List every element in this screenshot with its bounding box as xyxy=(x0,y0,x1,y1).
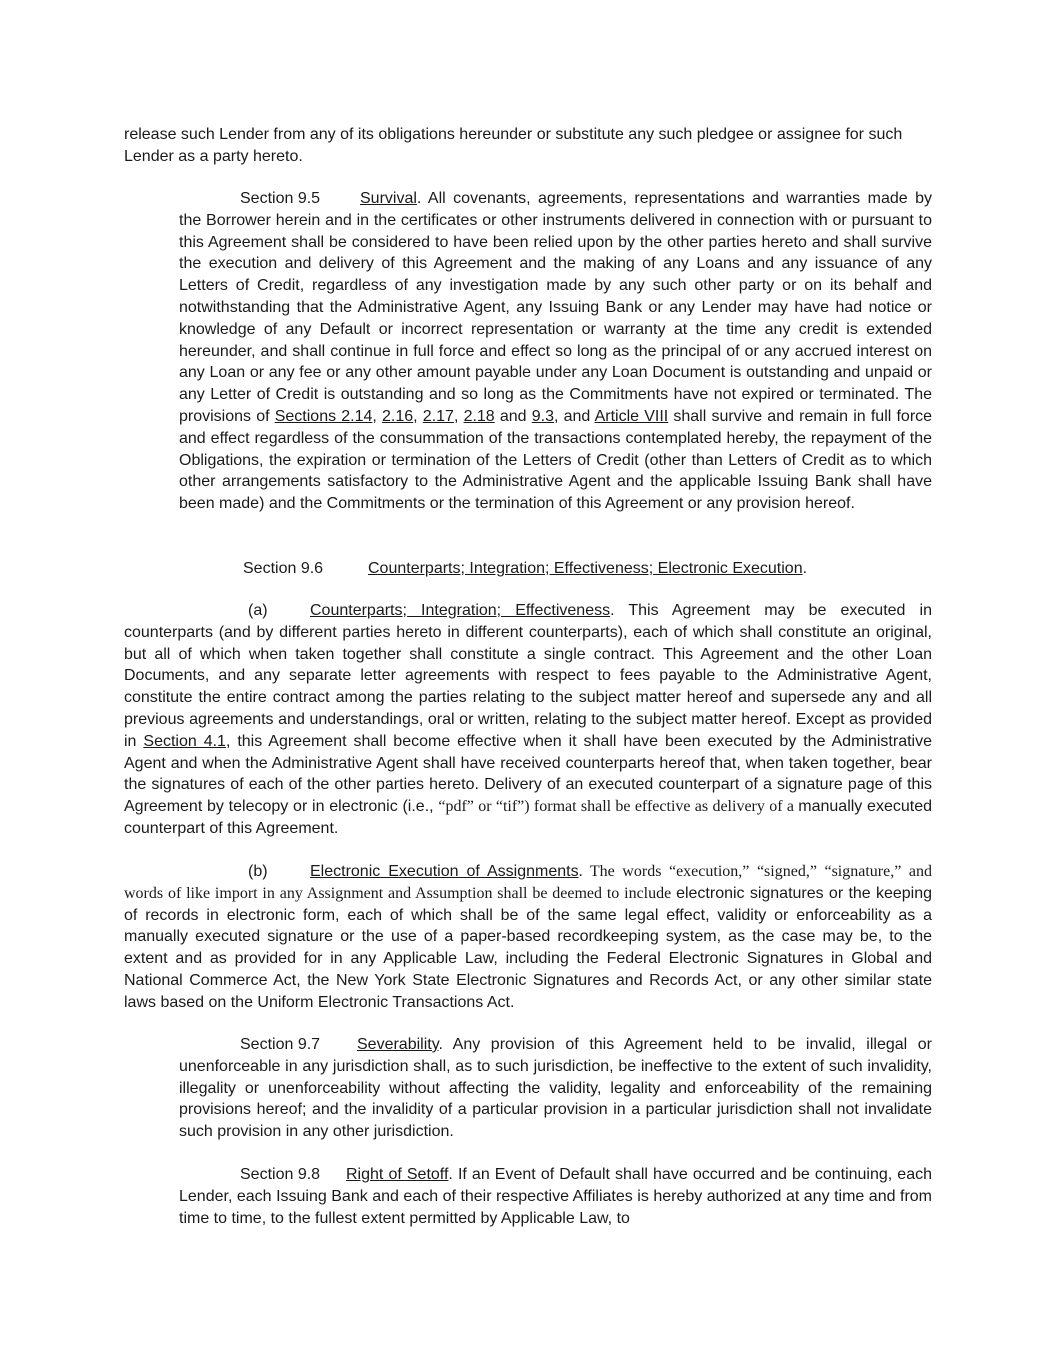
section-9-5-sep-2: , xyxy=(413,407,423,425)
section-9-5-sep-1: , xyxy=(372,407,383,425)
section-9-5-sep-3: , xyxy=(453,407,464,425)
section-9-6-a-text-3: “pdf” or “tif”) format shall be effective as delivery of a xyxy=(438,798,799,816)
section-9-5-ref-2-16[interactable]: 2.16 xyxy=(382,407,414,425)
section-9-8-text: . If an Event of Default shall have occurred and be continuing, each Lender, each Issuing Bank and each of their respective Affiliates is hereby authorized at any time and from time to time, to the fullest extent permitted by Applicable Law, to xyxy=(179,1166,933,1227)
section-9-5-number: Section 9.5 xyxy=(240,190,321,207)
section-9-7-title: Severability xyxy=(357,1036,439,1053)
section-9-6-a-text-4: manually executed counterpart of this Agreement. xyxy=(124,798,932,837)
section-9-5-text-2: shall survive and remain in full force and effect regardless of the consummation of the transactions contemplated hereby, the repayment of the Obligations, the expiration or termination of the Letters of Credit (other than Letters of Credit as to which other arrangements satisfactory to the Administrative Agent and the applicable Issuing Bank shall have been made) and the Commitments or the termination of this Agreement or any provision hereof. xyxy=(179,407,933,513)
section-9-6-a-ref-4-1[interactable]: Section 4.1 xyxy=(143,732,226,750)
section-9-6-a-text-1: . This Agreement may be executed in counterparts (and by different parties hereto in different counterparts), each of which shall constitute an original, but all of which when taken together shall constitute a single contract. This Agreement and the other Loan Documents, and any separate letter agreements with respect to fees payable to the Administrative Agent, constitute the entire contract among the parties relating to the subject matter hereof and supersede any and all previous agreements and understandings, oral or written, relating to the subject matter hereof. Except as provided in xyxy=(124,602,933,750)
section-9-6-end: . xyxy=(802,560,808,577)
section-9-6-heading xyxy=(243,558,943,580)
section-9-5-title: Survival xyxy=(360,190,417,207)
section-9-5-paragraph xyxy=(179,188,932,515)
section-9-6-b-text-1: . The words “execution,” “signed,” “signature,” and words of like import in any Assignment and Assumption shall be deemed to include xyxy=(124,863,932,902)
section-9-6-b-paragraph xyxy=(124,861,932,1014)
section-9-6-b-label: (b) xyxy=(248,863,268,880)
section-9-8-paragraph xyxy=(179,1164,932,1229)
section-9-7-paragraph xyxy=(179,1034,932,1143)
section-9-6-a-text-2: , this Agreement shall become effective when it shall have been executed by the Administrative Agent and when the Administrative Agent shall have received counterparts hereof that, when taken together, bear the signatures of each of the other parties hereto. Delivery of an executed counterpart of a signature page of this Agreement by telecopy or in electronic (i.e., xyxy=(124,732,932,816)
section-9-5-ref-2-17[interactable]: 2.17 xyxy=(422,407,454,425)
section-9-6-a-label: (a) xyxy=(248,602,268,619)
section-9-5-ref-2-14[interactable]: Sections 2.14 xyxy=(274,407,373,425)
section-9-5-sep-4: and xyxy=(494,407,532,425)
section-9-6-a-title: Counterparts; Integration; Effectiveness xyxy=(310,602,611,619)
continuation-paragraph xyxy=(124,124,934,168)
section-9-5-ref-article-viii[interactable]: Article VIII xyxy=(594,407,669,425)
section-9-6-title: Counterparts; Integration; Effectiveness; Electronic Execution xyxy=(368,560,803,577)
section-9-5-text-1: . All covenants, agreements, representations and warranties made by the Borrower herein and in the certificates or other instruments delivered in connection with or pursuant to this Agreement shall be considered to have been relied upon by the other parties hereto and shall survive the execution and delivery of this Agreement and the making of any Loans and any issuance of any Letters of Credit, regardless of any investigation made by any such other party or on its behalf and notwithstanding that the Administrative Agent, any Issuing Bank or any Lender may have had notice or knowledge of any Default or incorrect representation or warranty at the time any credit is extended hereunder, and shall continue in full force and effect so long as the principal of or any accrued interest on any Loan or any fee or any other amount payable under any Loan Document is outstanding and unpaid or any Letter of Credit is outstanding and so long as the Commitments have not expired or terminated. The provisions of xyxy=(179,190,932,425)
section-9-6-a-paragraph xyxy=(124,600,932,840)
section-9-6-number: Section 9.6 xyxy=(243,560,324,577)
continuation-text: release such Lender from any of its obligations hereunder or substitute any such pledgee or assignee for such Lender as a party hereto. xyxy=(124,126,903,165)
section-9-5-ref-9-3[interactable]: 9.3 xyxy=(531,407,554,425)
section-9-7-text: . Any provision of this Agreement held to be invalid, illegal or unenforceable in any jurisdiction shall, as to such jurisdiction, be ineffective to the extent of such invalidity, illegality or unenforceability without affecting the validity, legality and enforceability of the remaining provisions hereof; and the invalidity of a particular provision in a particular jurisdiction shall not invalidate such provision in any other jurisdiction. xyxy=(179,1036,932,1141)
section-9-6-b-text-2: electronic signatures or the keeping of records in electronic form, each of which shall be of the same legal effect, validity or enforceability as a manually executed signature or the use of a paper-based recordkeeping system, as the case may be, to the extent and as provided for in any Applicable Law, including the Federal Electronic Signatures in Global and National Commerce Act, the New York State Electronic Signatures and Records Act, or any other similar state laws based on the Uniform Electronic Transactions Act. xyxy=(124,884,933,1011)
section-9-8-title: Right of Setoff xyxy=(346,1166,449,1183)
section-9-5-ref-2-18[interactable]: 2.18 xyxy=(463,407,495,425)
section-9-5-sep-5: , and xyxy=(553,407,595,425)
section-9-8-number: Section 9.8 xyxy=(240,1166,321,1183)
section-9-7-number: Section 9.7 xyxy=(240,1036,321,1053)
section-9-6-b-title: Electronic Execution of Assignments xyxy=(310,863,579,880)
